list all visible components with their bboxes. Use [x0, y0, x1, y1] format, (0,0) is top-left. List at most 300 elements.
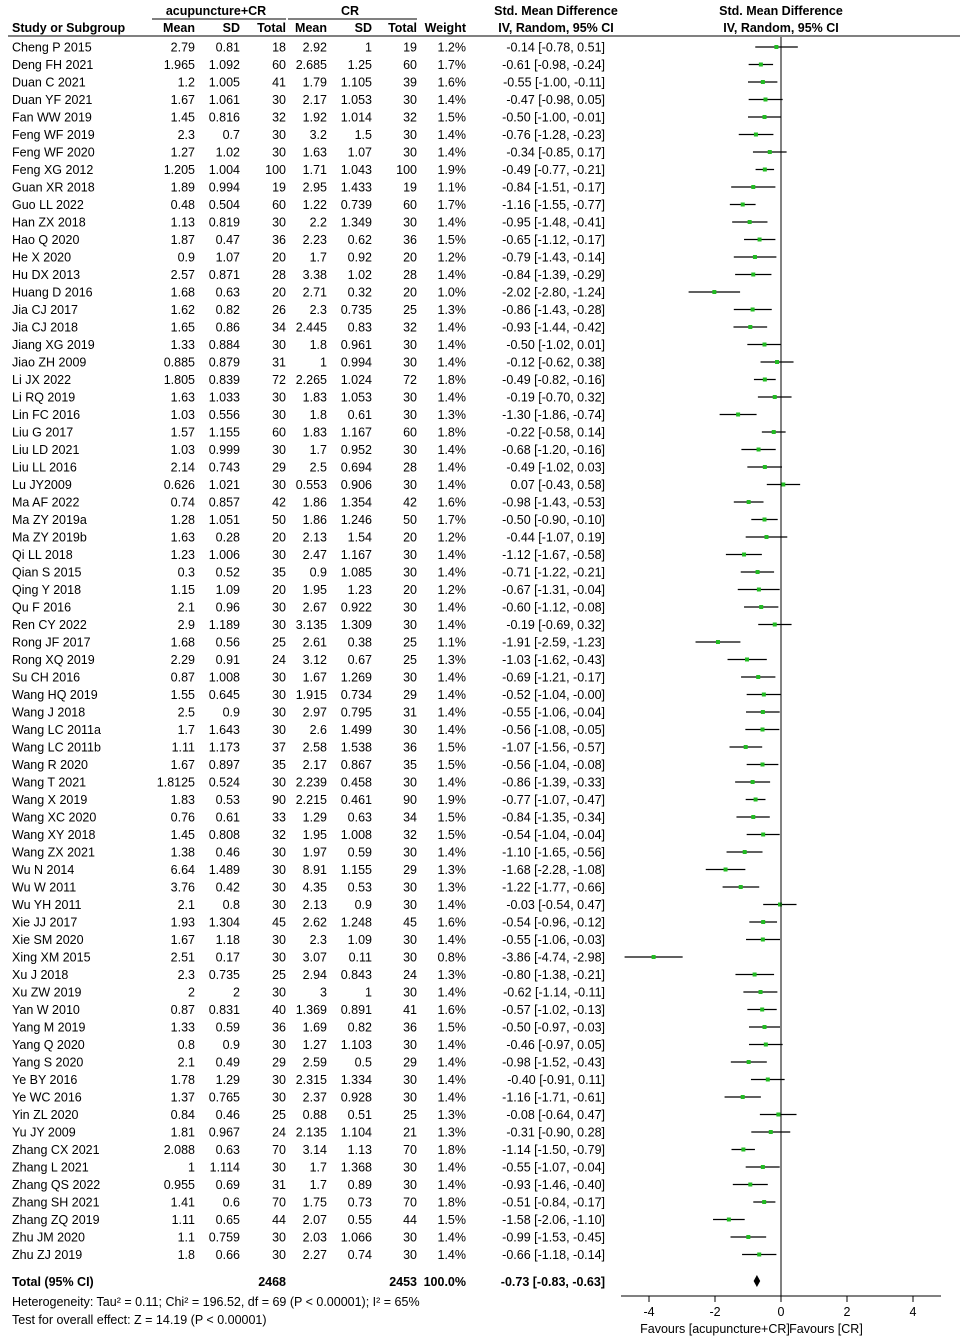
point-estimate: [769, 1130, 773, 1134]
ctrl-sd: 0.906: [340, 478, 372, 492]
exp-mean: 2.1: [177, 898, 195, 912]
exp-mean: 1.8125: [156, 775, 195, 790]
exp-total: 30: [272, 215, 286, 230]
ctrl-mean: 2.95: [302, 180, 327, 195]
exp-mean: 1.55: [170, 688, 195, 702]
point-estimate: [759, 63, 763, 67]
ctrl-mean: 2.23: [302, 233, 327, 247]
overall-effect-text: Test for overall effect: Z = 14.19 (P < 0.00001): [12, 1313, 267, 1327]
exp-sd: 0.49: [215, 1055, 240, 1070]
point-estimate: [757, 1253, 761, 1257]
ctrl-mean: 2.07: [302, 1213, 327, 1227]
ctrl-total: 30: [403, 600, 417, 615]
ctrl-sd: 0.9: [354, 898, 372, 912]
favours-right-label: Favours [CR]: [789, 1322, 863, 1336]
ctrl-group-header: CR: [340, 4, 360, 18]
ctrl-sd: 1.309: [340, 618, 372, 632]
study-weight: 1.3%: [437, 408, 466, 422]
exp-mean: 1.27: [170, 145, 195, 160]
ctrl-mean: 2.445: [295, 320, 327, 335]
ctrl-mean: 1.75: [302, 1195, 327, 1210]
exp-total: 45: [272, 915, 286, 930]
ctrl-mean: 3.38: [302, 268, 327, 282]
ctrl-total: 30: [403, 408, 417, 422]
ctrl-mean: 3: [320, 985, 327, 1000]
ctrl-mean: 1.7: [309, 250, 327, 265]
study-name: Qu F 2016: [12, 600, 72, 615]
study-name: Xing XM 2015: [12, 950, 91, 965]
study-name: Deng FH 2021: [12, 58, 94, 72]
ctrl-sd: 1.354: [340, 495, 372, 510]
ctrl-mean: 2.215: [295, 793, 327, 807]
study-weight: 1.5%: [437, 828, 466, 842]
study-weight: 1.4%: [437, 460, 466, 475]
exp-sd: 1.07: [215, 250, 240, 265]
exp-mean: 1.38: [170, 845, 195, 860]
study-weight: 1.4%: [437, 845, 466, 860]
ctrl-total: 44: [403, 1213, 417, 1227]
point-estimate: [741, 1148, 745, 1152]
study-ci: -0.95 [-1.48, -0.41]: [502, 215, 605, 230]
exp-total: 30: [272, 478, 286, 492]
study-ci: -0.49 [-0.77, -0.21]: [502, 163, 605, 177]
point-estimate: [764, 1043, 768, 1047]
study-ci: -0.56 [-1.08, -0.05]: [502, 723, 605, 737]
ctrl-sd: 1.103: [340, 1038, 372, 1052]
ctrl-total: 70: [403, 1143, 417, 1157]
study-weight: 1.4%: [437, 985, 466, 1000]
exp-total: 30: [272, 898, 286, 912]
exp-sd: 0.759: [208, 1230, 240, 1245]
ctrl-mean: 2.3: [309, 933, 327, 947]
point-estimate: [727, 1218, 731, 1222]
exp-sd: 1.29: [215, 1073, 240, 1087]
exp-total: 72: [272, 373, 286, 387]
ctrl-mean: 3.12: [302, 653, 327, 667]
ctrl-sd: 1.104: [340, 1125, 372, 1140]
exp-mean: 0.87: [170, 1003, 195, 1017]
exp-total: 30: [272, 705, 286, 720]
exp-total: 42: [272, 495, 286, 510]
study-name: Wang X 2019: [12, 793, 88, 807]
point-estimate: [753, 255, 757, 259]
study-weight: 1.4%: [437, 1178, 466, 1192]
ctrl-total: 19: [403, 180, 417, 195]
ctrl-total: 60: [403, 58, 417, 72]
exp-total: 30: [272, 390, 286, 405]
study-weight: 1.4%: [437, 1248, 466, 1262]
exp-total: 36: [272, 233, 286, 247]
study-weight: 1.1%: [437, 180, 466, 195]
study-rows: [12, 41, 605, 1263]
ctrl-sd: 1: [365, 40, 372, 55]
study-weight: 1.6%: [437, 1003, 466, 1017]
point-estimate: [773, 623, 777, 627]
exp-mean: 1.1: [177, 1230, 195, 1245]
plot-marks: [625, 37, 801, 1296]
exp-total: 25: [272, 635, 286, 650]
plot-method-header: IV, Random, 95% CI: [723, 21, 839, 35]
point-estimate: [763, 115, 767, 119]
exp-mean: 1.62: [170, 303, 195, 317]
ctrl-mean: 2.59: [302, 1055, 327, 1070]
point-estimate: [764, 535, 768, 539]
study-name: Wu N 2014: [12, 863, 75, 877]
ctrl-total: 30: [403, 1248, 417, 1262]
exp-total: 18: [272, 40, 286, 55]
exp-total: 30: [272, 1230, 286, 1245]
study-name: Liu LL 2016: [12, 460, 77, 475]
exp-mean: 1.11: [171, 1213, 195, 1227]
point-estimate: [761, 710, 765, 714]
ctrl-total: 20: [403, 530, 417, 545]
exp-sd: 0.839: [208, 373, 240, 387]
exp-sd: 1.02: [215, 145, 240, 160]
exp-total: 32: [272, 828, 286, 842]
ctrl-mean: 1.22: [302, 198, 327, 212]
study-ci: -0.46 [-0.97, 0.05]: [506, 1038, 605, 1052]
study-name: Xu J 2018: [12, 968, 69, 982]
ctrl-total: 39: [403, 75, 417, 90]
study-weight: 1.5%: [437, 233, 466, 247]
x-tick-label: 4: [909, 1305, 917, 1319]
point-estimate: [716, 640, 720, 644]
ctrl-sd: 1.499: [340, 723, 372, 737]
ctrl-mean: 1.8: [309, 338, 327, 352]
study-ci: -0.84 [-1.39, -0.29]: [502, 268, 605, 282]
exp-sd: 0.69: [215, 1178, 240, 1192]
exp-mean: 1.63: [170, 530, 195, 545]
study-ci: -0.49 [-0.82, -0.16]: [502, 373, 605, 387]
exp-mean: 6.64: [170, 863, 195, 877]
ctrl-sd: 0.458: [340, 775, 372, 790]
study-name: Zhang CX 2021: [12, 1143, 100, 1157]
point-estimate: [774, 45, 778, 49]
ctrl-sd: 0.867: [340, 758, 372, 772]
exp-sd: 1.033: [208, 390, 240, 405]
ctrl-total: 45: [403, 915, 417, 930]
ctrl-sd: 0.961: [340, 338, 372, 352]
exp-mean: 1.805: [163, 373, 195, 387]
study-name: Guan XR 2018: [12, 180, 95, 195]
ctrl-sd: 0.92: [347, 250, 372, 265]
exp-total: 28: [272, 268, 286, 282]
ctrl-mean: 1.92: [302, 110, 327, 125]
study-ci: -0.55 [-1.00, -0.11]: [503, 75, 605, 90]
exp-mean: 1.57: [170, 425, 195, 440]
ctrl-sd: 0.53: [347, 880, 372, 895]
point-estimate: [747, 1060, 751, 1064]
study-name: Feng WF 2019: [12, 128, 95, 142]
exp-sd: 0.994: [208, 180, 240, 195]
exp-mean: 2: [188, 985, 195, 1000]
exp-total: 60: [272, 58, 286, 72]
ctrl-total: 20: [403, 250, 417, 265]
study-name: Lin FC 2016: [12, 408, 81, 422]
study-weight: 1.5%: [437, 758, 466, 772]
study-weight: 0.8%: [437, 950, 466, 965]
exp-mean: 1.41: [170, 1195, 195, 1210]
ctrl-total: 20: [403, 583, 417, 597]
ctrl-total: 34: [403, 810, 417, 825]
ctrl-mean: 1.79: [302, 75, 327, 90]
exp-total: 44: [272, 1213, 286, 1227]
point-estimate: [745, 658, 749, 662]
exp-total: 25: [272, 1108, 286, 1122]
point-estimate: [748, 325, 752, 329]
exp-sd: 0.65: [215, 1213, 240, 1227]
exp-sd: 0.59: [215, 1020, 240, 1035]
exp-mean: 1.68: [170, 285, 195, 300]
study-name: Cheng P 2015: [12, 40, 92, 55]
exp-sd: 0.28: [215, 530, 240, 545]
study-name: Xie JJ 2017: [12, 915, 78, 930]
ctrl-mean: 2.265: [295, 373, 327, 387]
ctrl-total: 30: [403, 985, 417, 1000]
study-weight: 1.6%: [437, 915, 466, 930]
study-weight: 1.5%: [437, 1020, 466, 1035]
study-weight: 1.4%: [437, 670, 466, 685]
exp-mean: 2.3: [177, 128, 195, 142]
ctrl-mean: 1: [320, 355, 327, 370]
ctrl-total: 50: [403, 513, 417, 527]
exp-mean: 1.67: [170, 93, 195, 107]
exp-sd: 1.004: [208, 163, 240, 177]
exp-total: 41: [272, 75, 286, 90]
study-name: Hu DX 2013: [12, 268, 81, 282]
study-name: Jiang XG 2019: [12, 338, 95, 352]
x-tick-label: 2: [843, 1305, 851, 1319]
exp-total: 30: [272, 1248, 286, 1262]
exp-mean: 3.76: [170, 880, 195, 895]
study-ci: -3.86 [-4.74, -2.98]: [502, 950, 605, 965]
point-estimate: [781, 483, 785, 487]
exp-sd: 0.816: [208, 110, 240, 125]
point-estimate: [761, 920, 765, 924]
ctrl-sd: 0.51: [347, 1108, 372, 1122]
study-name: Duan C 2021: [12, 75, 86, 90]
point-estimate: [761, 763, 765, 767]
ctrl-mean: 2.03: [302, 1230, 327, 1245]
exp-total: 40: [272, 1003, 286, 1017]
exp-mean: 0.74: [170, 495, 195, 510]
exp-total: 70: [272, 1143, 286, 1157]
exp-sd: 0.91: [215, 653, 240, 667]
study-name: Ye BY 2016: [12, 1073, 78, 1087]
exp-sd: 1.092: [208, 58, 240, 72]
study-ci: -0.14 [-0.78, 0.51]: [506, 40, 605, 55]
exp-sd: 0.524: [208, 775, 240, 790]
study-weight: 1.4%: [437, 1160, 466, 1175]
study-name: Wang LC 2011a: [12, 723, 101, 737]
study-ci: -0.62 [-1.14, -0.11]: [503, 985, 605, 1000]
exp-mean: 1.67: [170, 758, 195, 772]
study-weight: 1.5%: [437, 740, 466, 755]
exp-mean: 1.78: [170, 1073, 195, 1087]
exp-sd: 0.879: [208, 355, 240, 370]
exp-total: 50: [272, 513, 286, 527]
ctrl-mean: 3.2: [309, 128, 327, 142]
exp-mean: 1.13: [170, 215, 195, 230]
exp-mean: 2.3: [177, 968, 195, 982]
ctrl-sd: 1.053: [340, 390, 372, 405]
ctrl-sd: 0.61: [347, 408, 372, 422]
study-weight: 1.4%: [437, 320, 466, 335]
ctrl-mean: 0.88: [302, 1108, 327, 1122]
exp-total: 24: [272, 1125, 286, 1140]
study-name: Xu ZW 2019: [12, 985, 82, 1000]
study-name: Ren CY 2022: [12, 618, 87, 632]
ctrl-mean: 2.13: [302, 530, 327, 545]
study-weight: 1.2%: [437, 530, 466, 545]
ctrl-sd: 0.922: [340, 600, 372, 615]
ctrl-mean: 0.553: [295, 478, 327, 492]
ctrl-total: 25: [403, 635, 417, 650]
exp-total: 30: [272, 1038, 286, 1052]
exp-sd: 0.86: [215, 320, 240, 335]
exp-sd: 0.81: [215, 40, 240, 55]
exp-sd: 0.831: [208, 1003, 240, 1017]
study-name: Ye WC 2016: [12, 1090, 82, 1105]
ctrl-total: 30: [403, 1230, 417, 1245]
ctrl-sd: 1.053: [340, 93, 372, 107]
exp-mean: 1.7: [177, 723, 195, 737]
study-ci: -0.67 [-1.31, -0.04]: [502, 583, 605, 597]
exp-mean: 1.03: [170, 408, 195, 422]
exp-total: 29: [272, 460, 286, 475]
ctrl-total: 36: [403, 740, 417, 755]
study-weight: 1.7%: [437, 513, 466, 527]
exp-total: 32: [272, 110, 286, 125]
study-name: Feng WF 2020: [12, 145, 95, 160]
ctrl-total: 28: [403, 268, 417, 282]
exp-total: 30: [272, 723, 286, 737]
study-weight: 1.4%: [437, 215, 466, 230]
exp-sd: 0.63: [215, 285, 240, 300]
ctrl-sd: 1.043: [340, 163, 372, 177]
study-weight: 1.4%: [437, 128, 466, 142]
ctrl-total: 32: [403, 110, 417, 125]
study-ci: -0.44 [-1.07, 0.19]: [506, 530, 605, 545]
point-estimate: [756, 675, 760, 679]
study-ci: -0.50 [-0.90, -0.10]: [502, 513, 605, 527]
study-ci: -0.57 [-1.02, -0.13]: [502, 1003, 605, 1017]
point-estimate: [758, 238, 762, 242]
point-estimate: [751, 308, 755, 312]
exp-total: 33: [272, 810, 286, 825]
study-weight: 1.4%: [437, 390, 466, 405]
point-estimate: [754, 798, 758, 802]
study-weight: 1.7%: [437, 58, 466, 72]
exp-total: 30: [272, 688, 286, 702]
study-name: Liu LD 2021: [12, 443, 80, 457]
exp-mean: 0.3: [177, 565, 195, 580]
point-estimate: [754, 133, 758, 137]
ctrl-mean: 1.86: [302, 513, 327, 527]
ctrl-sd: 0.38: [347, 635, 372, 650]
study-ci: -0.50 [-0.97, -0.03]: [502, 1020, 605, 1035]
point-estimate: [761, 833, 765, 837]
point-estimate: [763, 518, 767, 522]
sd1-header: SD: [222, 21, 240, 35]
study-weight: 1.4%: [437, 1090, 466, 1105]
exp-sd: 0.82: [215, 303, 240, 317]
point-estimate: [775, 360, 779, 364]
study-ci: -1.68 [-2.28, -1.08]: [502, 863, 605, 877]
ctrl-total: 29: [403, 1055, 417, 1070]
study-ci: -0.47 [-0.98, 0.05]: [506, 93, 605, 107]
exp-sd: 0.556: [208, 408, 240, 422]
exp-mean: 2.088: [163, 1143, 195, 1157]
study-ci: 0.07 [-0.43, 0.58]: [510, 478, 605, 492]
exp-mean: 1.67: [170, 933, 195, 947]
exp-sd: 0.66: [215, 1248, 240, 1262]
point-estimate: [763, 168, 767, 172]
study-weight: 1.3%: [437, 863, 466, 877]
study-weight: 1.4%: [437, 723, 466, 737]
study-ci: -0.71 [-1.22, -0.21]: [502, 565, 605, 580]
ctrl-mean: 2.47: [302, 548, 327, 562]
exp-sd: 1.189: [208, 618, 240, 632]
study-weight: 1.4%: [437, 565, 466, 580]
ctrl-total: 25: [403, 303, 417, 317]
ctrl-mean: 1.7: [309, 1160, 327, 1175]
study-name: Xie SM 2020: [12, 933, 84, 947]
ctrl-mean: 2.71: [302, 285, 327, 300]
study-weight: 1.4%: [437, 338, 466, 352]
ctrl-sd: 1.13: [347, 1143, 372, 1157]
exp-mean: 1.2: [177, 75, 195, 90]
exp-sd: 0.504: [208, 198, 240, 212]
study-name: Zhang L 2021: [12, 1160, 89, 1175]
exp-sd: 0.46: [215, 845, 240, 860]
ctrl-sd: 0.843: [340, 968, 372, 982]
study-name: Yang M 2019: [12, 1020, 86, 1035]
ctrl-mean: 2.6: [309, 723, 327, 737]
study-ci: -1.91 [-2.59, -1.23]: [502, 635, 605, 650]
study-name: Jia CJ 2018: [12, 320, 79, 335]
study-weight: 1.3%: [437, 1108, 466, 1122]
study-name: Yan W 2010: [12, 1003, 80, 1017]
study-ci: -1.14 [-1.50, -0.79]: [502, 1143, 605, 1157]
ctrl-mean: 1.915: [295, 688, 327, 702]
exp-sd: 0.56: [215, 635, 240, 650]
point-estimate: [773, 395, 777, 399]
point-estimate: [766, 1078, 770, 1082]
exp-mean: 1.8: [177, 1248, 195, 1262]
ctrl-sd: 1.334: [340, 1073, 372, 1087]
ctrl-sd: 0.82: [347, 1020, 372, 1035]
exp-sd: 1.061: [208, 93, 240, 107]
study-name: Jiao ZH 2009: [12, 355, 87, 370]
ctrl-total: 21: [403, 1125, 417, 1140]
exp-mean: 1.11: [171, 740, 195, 755]
ctrl-total: 30: [403, 93, 417, 107]
ctrl-total: 100: [396, 163, 417, 177]
study-weight: 1.4%: [437, 898, 466, 912]
study-name: Zhu JM 2020: [12, 1230, 85, 1245]
exp-sd: 0.46: [215, 1108, 240, 1122]
study-weight: 1.5%: [437, 810, 466, 825]
ctrl-mean: 2.94: [302, 968, 327, 982]
exp-sd: 1.008: [208, 670, 240, 685]
ctrl-total: 30: [403, 1038, 417, 1052]
point-estimate: [751, 185, 755, 189]
study-weight: 1.8%: [437, 1195, 466, 1210]
study-ci: -0.52 [-1.04, -0.00]: [502, 688, 605, 702]
ctrl-sd: 0.891: [340, 1003, 372, 1017]
total-n1: 2468: [258, 1275, 286, 1289]
